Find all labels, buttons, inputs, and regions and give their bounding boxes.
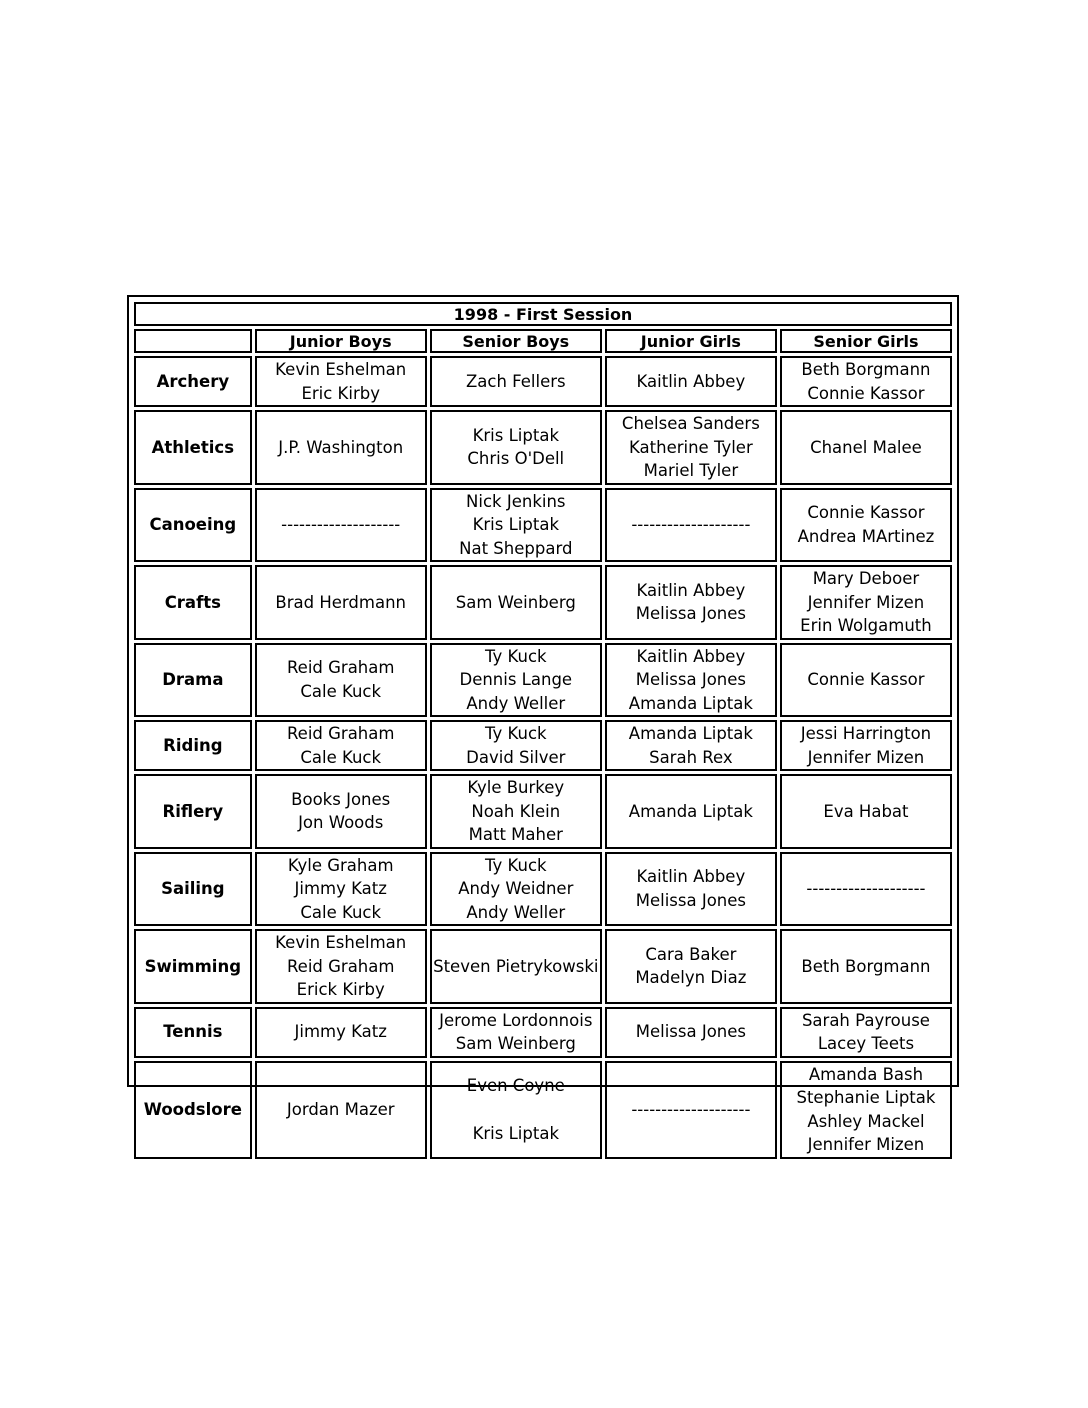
camper-name: Sam Weinberg bbox=[455, 592, 576, 612]
names-cell-junior-girls bbox=[605, 356, 777, 407]
camper-name: Amanda Liptak bbox=[628, 693, 753, 713]
names-cell-junior-girls bbox=[605, 720, 777, 771]
column-header-senior-boys: Senior Boys bbox=[430, 329, 602, 353]
camper-name: Connie Kassor bbox=[807, 503, 925, 523]
names-cell-senior-boys bbox=[430, 356, 602, 407]
names-cell-junior-boys bbox=[255, 410, 427, 485]
camper-name: Chanel Malee bbox=[810, 437, 922, 457]
camper-name: Mariel Tyler bbox=[643, 461, 739, 480]
camper-name: Melissa Jones bbox=[635, 890, 746, 910]
camper-name: Reid Graham bbox=[286, 956, 395, 976]
table-row bbox=[134, 410, 952, 485]
camper-name: Cale Kuck bbox=[300, 747, 382, 767]
table-row bbox=[134, 488, 952, 563]
table-row bbox=[134, 1007, 952, 1058]
camper-name: Steven Pietrykowski bbox=[433, 956, 599, 976]
names-cell-junior-girls bbox=[605, 1007, 777, 1058]
names-cell-senior-girls bbox=[780, 774, 952, 849]
activity-cell: Archery bbox=[134, 356, 252, 407]
table-row bbox=[134, 720, 952, 771]
names-cell-junior-girls bbox=[605, 410, 777, 485]
camper-name: Chelsea Sanders bbox=[621, 414, 760, 433]
camper-name: Zach Fellers bbox=[465, 371, 566, 391]
camper-name: Kaitlin Abbey bbox=[636, 867, 746, 887]
camper-name: Ashley Mackel bbox=[807, 1111, 925, 1131]
table-row bbox=[134, 565, 952, 640]
camper-name: Eva Habat bbox=[823, 801, 909, 821]
camper-name: Jordan Mazer bbox=[286, 1099, 395, 1119]
names-cell-senior-boys bbox=[430, 1007, 602, 1058]
camper-name: Stephanie Liptak bbox=[796, 1088, 936, 1107]
names-cell-senior-girls bbox=[780, 852, 952, 927]
names-cell-senior-boys bbox=[430, 929, 602, 1004]
table-row bbox=[134, 356, 952, 407]
camper-name: Kris Liptak bbox=[472, 1123, 559, 1143]
names-cell-senior-boys bbox=[430, 410, 602, 485]
names-cell-senior-boys bbox=[430, 565, 602, 640]
camper-name: Sam Weinberg bbox=[455, 1034, 576, 1053]
camper-name: Chris O'Dell bbox=[467, 449, 565, 469]
activity-cell: Woodslore bbox=[134, 1061, 252, 1159]
empty-dash: -------------------- bbox=[631, 515, 751, 534]
names-cell-senior-boys bbox=[430, 774, 602, 849]
column-header-junior-girls: Junior Girls bbox=[605, 329, 777, 353]
camper-name: Cara Baker bbox=[645, 944, 737, 964]
empty-dash: -------------------- bbox=[281, 515, 401, 534]
camper-name: Lacey Teets bbox=[817, 1034, 915, 1053]
camper-name: Matt Maher bbox=[468, 825, 563, 844]
names-cell-senior-girls bbox=[780, 410, 952, 485]
names-cell-junior-boys bbox=[255, 488, 427, 563]
names-cell-junior-boys bbox=[255, 1061, 427, 1159]
camper-name: Kevin Eshelman bbox=[275, 360, 407, 379]
camper-name: Nick Jenkins bbox=[466, 491, 566, 511]
empty-dash: -------------------- bbox=[806, 879, 926, 898]
camper-name: Jerome Lordonnois bbox=[439, 1010, 593, 1030]
names-cell-junior-boys bbox=[255, 720, 427, 771]
camper-name: Cale Kuck bbox=[300, 681, 382, 701]
activity-cell: Sailing bbox=[134, 852, 252, 927]
camper-name: Kris Liptak bbox=[472, 425, 559, 445]
empty-dash: -------------------- bbox=[631, 1099, 751, 1119]
camper-name: Kris Liptak bbox=[472, 515, 559, 534]
camper-name: David Silver bbox=[466, 747, 566, 767]
table-row bbox=[134, 774, 952, 849]
camper-name: Sarah Rex bbox=[649, 747, 733, 767]
table-row bbox=[134, 852, 952, 927]
session-table-frame bbox=[127, 295, 959, 1154]
camper-name: Madelyn Diaz bbox=[635, 968, 747, 988]
camper-name: Jimmy Katz bbox=[294, 879, 387, 898]
camper-name: Sarah Payrouse bbox=[801, 1010, 930, 1030]
camper-name: Amanda Liptak bbox=[628, 801, 753, 821]
camper-name: Jessi Harrington bbox=[800, 724, 932, 743]
camper-name: Kaitlin Abbey bbox=[636, 646, 746, 666]
camper-name: Jon Woods bbox=[298, 813, 384, 833]
names-cell-junior-girls bbox=[605, 929, 777, 1004]
camper-name: Beth Borgmann bbox=[801, 956, 931, 976]
camper-name: Reid Graham bbox=[286, 724, 395, 743]
table-row bbox=[134, 1061, 952, 1159]
names-cell-senior-boys bbox=[430, 643, 602, 718]
camper-name: Kyle Graham bbox=[287, 855, 394, 875]
session-table bbox=[131, 299, 955, 1162]
names-cell-senior-boys bbox=[430, 852, 602, 927]
names-cell-junior-boys bbox=[255, 929, 427, 1004]
names-cell-senior-girls bbox=[780, 929, 952, 1004]
activity-cell: Athletics bbox=[134, 410, 252, 485]
camper-name: Erick Kirby bbox=[296, 980, 385, 999]
names-cell-senior-girls bbox=[780, 720, 952, 771]
names-cell-senior-boys bbox=[430, 488, 602, 563]
names-cell-junior-girls bbox=[605, 852, 777, 927]
camper-name: Jennifer Mizen bbox=[807, 747, 925, 767]
camper-name: Connie Kassor bbox=[807, 670, 925, 689]
names-cell-junior-girls bbox=[605, 488, 777, 563]
table-row bbox=[134, 643, 952, 718]
camper-name: Ty Kuck bbox=[484, 855, 547, 875]
names-cell-senior-boys bbox=[430, 720, 602, 771]
camper-name: Cale Kuck bbox=[300, 902, 382, 922]
names-cell-senior-girls bbox=[780, 565, 952, 640]
camper-name: Connie Kassor bbox=[807, 383, 925, 403]
camper-name: Amanda Liptak bbox=[628, 724, 753, 743]
camper-name: Reid Graham bbox=[286, 658, 395, 678]
camper-name: Eric Kirby bbox=[301, 383, 380, 403]
camper-name: Melissa Jones bbox=[635, 604, 746, 624]
column-header-senior-girls: Senior Girls bbox=[780, 329, 952, 353]
names-cell-senior-girls bbox=[780, 643, 952, 718]
activity-cell: Canoeing bbox=[134, 488, 252, 563]
camper-name: Kyle Burkey bbox=[467, 778, 565, 797]
camper-name: Beth Borgmann bbox=[801, 360, 931, 379]
camper-name: Noah Klein bbox=[471, 801, 561, 821]
camper-name: Ty Kuck bbox=[484, 724, 547, 743]
names-cell-junior-boys bbox=[255, 643, 427, 718]
camper-name: Amanda Bash bbox=[808, 1064, 924, 1084]
names-cell-junior-girls bbox=[605, 643, 777, 718]
names-cell-senior-girls bbox=[780, 488, 952, 563]
names-cell-senior-girls bbox=[780, 1007, 952, 1058]
names-cell-junior-girls bbox=[605, 774, 777, 849]
camper-name: Mary Deboer bbox=[812, 569, 920, 588]
names-cell-junior-girls bbox=[605, 565, 777, 640]
names-cell-senior-girls bbox=[780, 1061, 952, 1159]
names-cell-junior-girls bbox=[605, 1061, 777, 1159]
camper-name: Kaitlin Abbey bbox=[636, 580, 746, 600]
activity-cell: Tennis bbox=[134, 1007, 252, 1058]
camper-name: Jimmy Katz bbox=[294, 1022, 387, 1042]
camper-name: Melissa Jones bbox=[635, 670, 746, 689]
camper-name: Andrea MArtinez bbox=[797, 526, 935, 546]
camper-name: Ty Kuck bbox=[484, 646, 547, 666]
names-cell-junior-boys bbox=[255, 774, 427, 849]
activity-cell: Drama bbox=[134, 643, 252, 718]
camper-name: Andy Weller bbox=[466, 693, 566, 713]
blank-line bbox=[432, 1098, 600, 1122]
column-header-activity bbox=[134, 329, 252, 353]
camper-name: J.P. Washington bbox=[278, 437, 404, 457]
names-cell-junior-boys bbox=[255, 356, 427, 407]
activity-cell: Riding bbox=[134, 720, 252, 771]
table-title: 1998 - First Session bbox=[134, 302, 952, 326]
camper-name: Jennifer Mizen bbox=[807, 1135, 925, 1154]
activity-cell: Crafts bbox=[134, 565, 252, 640]
camper-name: Andy Weller bbox=[466, 902, 566, 922]
camper-name: Kevin Eshelman bbox=[275, 933, 407, 952]
activity-cell: Riflery bbox=[134, 774, 252, 849]
camper-name: Jennifer Mizen bbox=[807, 592, 925, 612]
camper-name: Dennis Lange bbox=[459, 670, 573, 689]
names-cell-senior-girls bbox=[780, 356, 952, 407]
camper-name: Kaitlin Abbey bbox=[636, 371, 746, 391]
names-cell-junior-boys bbox=[255, 1007, 427, 1058]
activity-cell: Swimming bbox=[134, 929, 252, 1004]
camper-name: Brad Herdmann bbox=[275, 592, 406, 612]
column-header-junior-boys: Junior Boys bbox=[255, 329, 427, 353]
names-cell-senior-boys bbox=[430, 1061, 602, 1159]
camper-name: Erin Wolgamuth bbox=[800, 616, 932, 635]
camper-name: Books Jones bbox=[291, 789, 391, 809]
column-header-row bbox=[134, 329, 952, 353]
camper-name: Nat Sheppard bbox=[459, 538, 573, 558]
camper-name: Katherine Tyler bbox=[629, 437, 753, 457]
camper-name: Even Coyne bbox=[466, 1076, 565, 1095]
names-cell-junior-boys bbox=[255, 565, 427, 640]
camper-name: Melissa Jones bbox=[635, 1022, 746, 1042]
camper-name: Andy Weidner bbox=[458, 879, 574, 898]
table-row bbox=[134, 929, 952, 1004]
names-cell-junior-boys bbox=[255, 852, 427, 927]
